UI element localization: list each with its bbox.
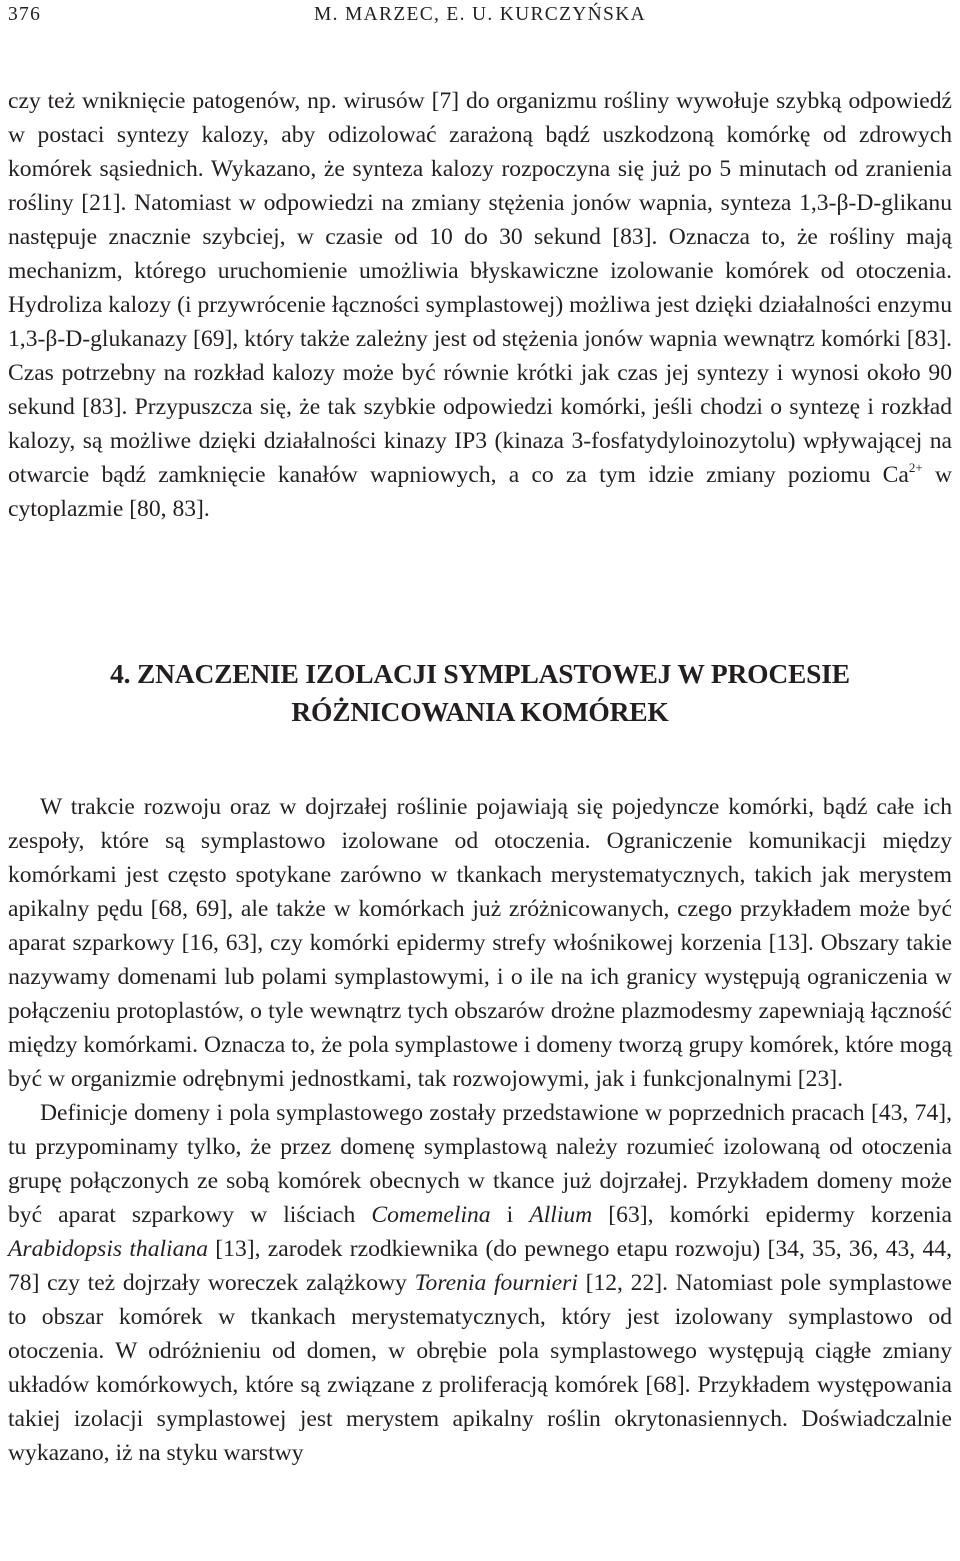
paragraph-callose [8,84,952,526]
paragraph-symplast-isolation: W trakcie rozwoju oraz w dojrzałej roślinie pojawiają się pojedyncze komórki, bądź całe ich zespoły, które są symplastowo izolowane od otoczenia. Ograniczenie komunikacji między komórkami jest często spotykane zarówno w tkankach merystematycznych, takich jak merystem apikalny pędu [68, 69], ale także w komórkach już zróżnicowanych, czego przykładem może być aparat szparkowy [16, 63], czy komórki epidermy strefy włośnikowej korzenia [13]. Obszary takie nazywamy domenami lub polami symplastowymi, i o ile na ich granicy występują ograniczenia w połączeniu protoplastów, o tyle wewnątrz tych obszarów drożne plazmodesmy zapewniają łączność między komórkami. Oznacza to, że pola symplastowe i domeny tworzą grupy komórek, które mogą być w organizmie odrębnymi jednostkami, tak rozwojowymi, jak i funkcjonalnymi [23]. [8,794,952,1092]
section-heading-line-1: 4. ZNACZENIE IZOLACJI SYMPLASTOWEJ W PROCESIE [110,658,850,689]
text-run: [13], zarodek rzodkiewnika (do pewnego etapu rozwoju) [34, 35, 36, 43, 44, 78] czy też dojrzały woreczek zalążkowy [8,1236,952,1296]
text-run: Definicje domeny i pola symplastowego zostały przedstawione w poprzednich pracach [43, 74], tu przypominamy tylko, że przez domenę symplastową należy rozumieć izolowaną od otoczenia grupę połączonych ze sobą komórek obecnych w tkance już dojrzałej. Przykładem domeny może być aparat szparkowy w liściach [8,1100,952,1228]
species-name: Torenia fournieri [414,1270,578,1296]
running-head-authors: M. MARZEC, E. U. KURCZYŃSKA [314,4,646,25]
species-name: Allium [529,1202,593,1228]
section-heading-line-2: RÓŻNICOWANIA KOMÓREK [291,696,669,727]
running-head [8,4,952,32]
paragraph-text-end: w cytoplazmie [80, 83]. [8,462,952,522]
species-name: Arabidopsis thaliana [8,1236,208,1262]
text-run: [12, 22]. Natomiast pole symplastowe to obszar komórek w tkankach merystematycznych, który jest izolowany symplastowo od otoczenia. W odróżnieniu od domen, w obrębie pola symplastowego występują ciągłe zmiany układów komórkowych, które są związane z proliferacją komórek [68]. Przykładem występowania takiej izolacji symplastowej jest merystem apikalny roślin okrytonasiennych. Doświadczalnie wykazano, iż na styku warstwy [8,1270,952,1466]
body-text-section-4 [8,790,952,1470]
calcium-charge-superscript: 2+ [908,460,923,475]
species-name: Comemelina [371,1202,491,1228]
section-heading [8,655,952,731]
text-run: i [490,1202,530,1228]
paragraph-domain-definition [8,1096,952,1470]
paragraph-text: czy też wniknięcie patogenów, np. wirusów [7] do organizmu rośliny wywołuje szybką odpowiedź w postaci syntezy kalozy, aby odizolować zarażoną bądź uszkodzoną komórkę od zdrowych komórek sąsiednich. Wykazano, że synteza kalozy rozpoczyna się już po 5 minutach od zranienia rośliny [21]. Natomiast w odpowiedzi na zmiany stężenia jonów wapnia, synteza 1,3-β-D-glikanu następuje znacznie szybciej, w czasie od 10 do 30 sekund [83]. Oznacza to, że rośliny mają mechanizm, którego uruchomienie umożliwia błyskawiczne izolowanie komórek od otoczenia. Hydroliza kalozy (i przywrócenie łączności symplastowej) możliwa jest dzięki działalności enzymu 1,3-β-D-glukanazy [69], który także zależny jest od stężenia jonów wapnia wewnątrz komórki [83]. Czas potrzebny na rozkład kalozy może być równie krótki jak czas jej syntezy i wynosi około 90 sekund [83]. Przypuszcza się, że tak szybkie odpowiedzi komórki, jeśli chodzi o syntezę i rozkład kalozy, są możliwe dzięki działalności kinazy IP3 (kinaza 3-fosfatydyloinozytolu) wpływającej na otwarcie bądź zamknięcie kanałów wapniowych, a co za tym idzie zmiany poziomu Ca [8,88,952,488]
page-number: 376 [8,4,42,25]
body-text-top [8,84,952,526]
text-run: [63], komórki epidermy korzenia [592,1202,952,1228]
